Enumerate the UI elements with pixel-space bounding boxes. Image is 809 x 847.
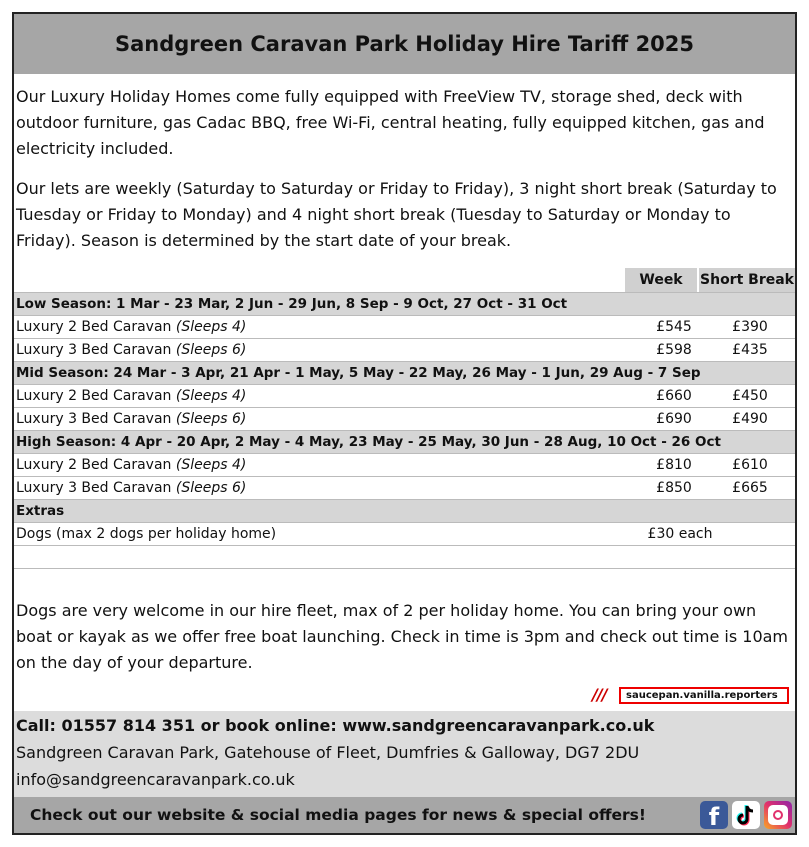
short-break-price: £610: [732, 457, 768, 473]
caravan-name: Luxury 3 Bed Caravan: [16, 342, 172, 358]
season-row-low: [14, 293, 795, 316]
tiktok-icon[interactable]: [732, 801, 760, 829]
short-break-price: £665: [732, 480, 768, 496]
sleeps-note: (Sleeps 4): [175, 388, 247, 404]
season-label: High Season: 4 Apr - 20 Apr, 2 May - 4 May, 23 May - 25 May, 30 Jun - 28 Aug, 10 Oct - 26 Oct: [16, 434, 721, 450]
caravan-name: Luxury 3 Bed Caravan: [16, 480, 172, 496]
season-label: Low Season: 1 Mar - 23 Mar, 2 Jun - 29 Jun, 8 Sep - 9 Oct, 27 Oct - 31 Oct: [16, 296, 568, 312]
short-break-price: £390: [732, 319, 768, 335]
caravan-name: Luxury 2 Bed Caravan: [16, 388, 172, 404]
page-title: Sandgreen Caravan Park Holiday Hire Tariff 2025: [14, 14, 795, 74]
extra-name: Dogs (max 2 dogs per holiday home): [16, 526, 277, 542]
short-break-price: £435: [732, 342, 768, 358]
sleeps-note: (Sleeps 6): [175, 480, 247, 496]
table-header-row: [14, 268, 795, 293]
intro-paragraph: Our Luxury Holiday Homes come fully equipped with FreeView TV, storage shed, deck with outdoor furniture, gas Cadac BBQ, free Wi-Fi, central heating, fully equipped kitchen, gas and electricity included.: [16, 87, 765, 158]
season-row-high: [14, 431, 795, 454]
call-line[interactable]: Call: 01557 814 351 or book online: www.sandgreencaravanpark.co.uk: [16, 716, 655, 735]
week-header: Week: [625, 268, 697, 292]
dogs-paragraph: Dogs are very welcome in our hire fleet, max of 2 per holiday home. You can bring your own boat or kayak as we offer free boat launching. Check in time is 3pm and check out time is 10am on the day of your departure.: [16, 601, 789, 672]
lets-paragraph: Our lets are weekly (Saturday to Saturday or Friday to Friday), 3 night short break (Saturday to Tuesday or Friday to Monday) and 4 night short break (Tuesday to Saturday or Monday to Friday). Season is determined by the start date of your break.: [16, 179, 777, 250]
footer-text: Check out our website & social media pages for news & special offers!: [30, 806, 646, 824]
caravan-name: Luxury 2 Bed Caravan: [16, 457, 172, 473]
table-row: [14, 339, 795, 362]
caravan-name: Luxury 3 Bed Caravan: [16, 411, 172, 427]
week-price: £598: [656, 342, 692, 358]
week-price: £660: [656, 388, 692, 404]
sleeps-note: (Sleeps 6): [175, 342, 247, 358]
table-row: [14, 477, 795, 500]
sleeps-note: (Sleeps 4): [175, 457, 247, 473]
extras-label: Extras: [16, 503, 65, 519]
address-line: Sandgreen Caravan Park, Gatehouse of Fleet, Dumfries & Galloway, DG7 2DU: [16, 743, 640, 762]
sleeps-note: (Sleeps 6): [175, 411, 247, 427]
facebook-icon[interactable]: f: [700, 801, 728, 829]
season-row-mid: [14, 362, 795, 385]
table-row: [14, 408, 795, 431]
short-break-header: Short Break: [699, 268, 795, 292]
short-break-price: £450: [732, 388, 768, 404]
slashes-mark: ///: [592, 685, 607, 704]
tariff-sheet: [12, 12, 797, 835]
footer-bar: [14, 797, 795, 833]
table-row: [14, 385, 795, 408]
week-price: £850: [656, 480, 692, 496]
week-price: £545: [656, 319, 692, 335]
extra-price: £30 each: [647, 526, 713, 542]
blank-row: [14, 546, 795, 569]
week-price: £810: [656, 457, 692, 473]
table-row: [14, 454, 795, 477]
instagram-icon[interactable]: [764, 801, 792, 829]
table-row: [14, 523, 795, 546]
email-link[interactable]: info@sandgreencaravanpark.co.uk: [16, 770, 295, 789]
short-break-price: £490: [732, 411, 768, 427]
reporter-tag: saucepan.vanilla.reporters: [619, 687, 789, 704]
table-row: [14, 316, 795, 339]
week-price: £690: [656, 411, 692, 427]
sleeps-note: (Sleeps 4): [175, 319, 247, 335]
season-label: Mid Season: 24 Mar - 3 Apr, 21 Apr - 1 May, 5 May - 22 May, 26 May - 1 Jun, 29 Aug - 7 Sep: [16, 365, 701, 381]
tariff-table: [14, 268, 795, 569]
contact-block: [14, 711, 795, 797]
caravan-name: Luxury 2 Bed Caravan: [16, 319, 172, 335]
extras-row: [14, 500, 795, 523]
